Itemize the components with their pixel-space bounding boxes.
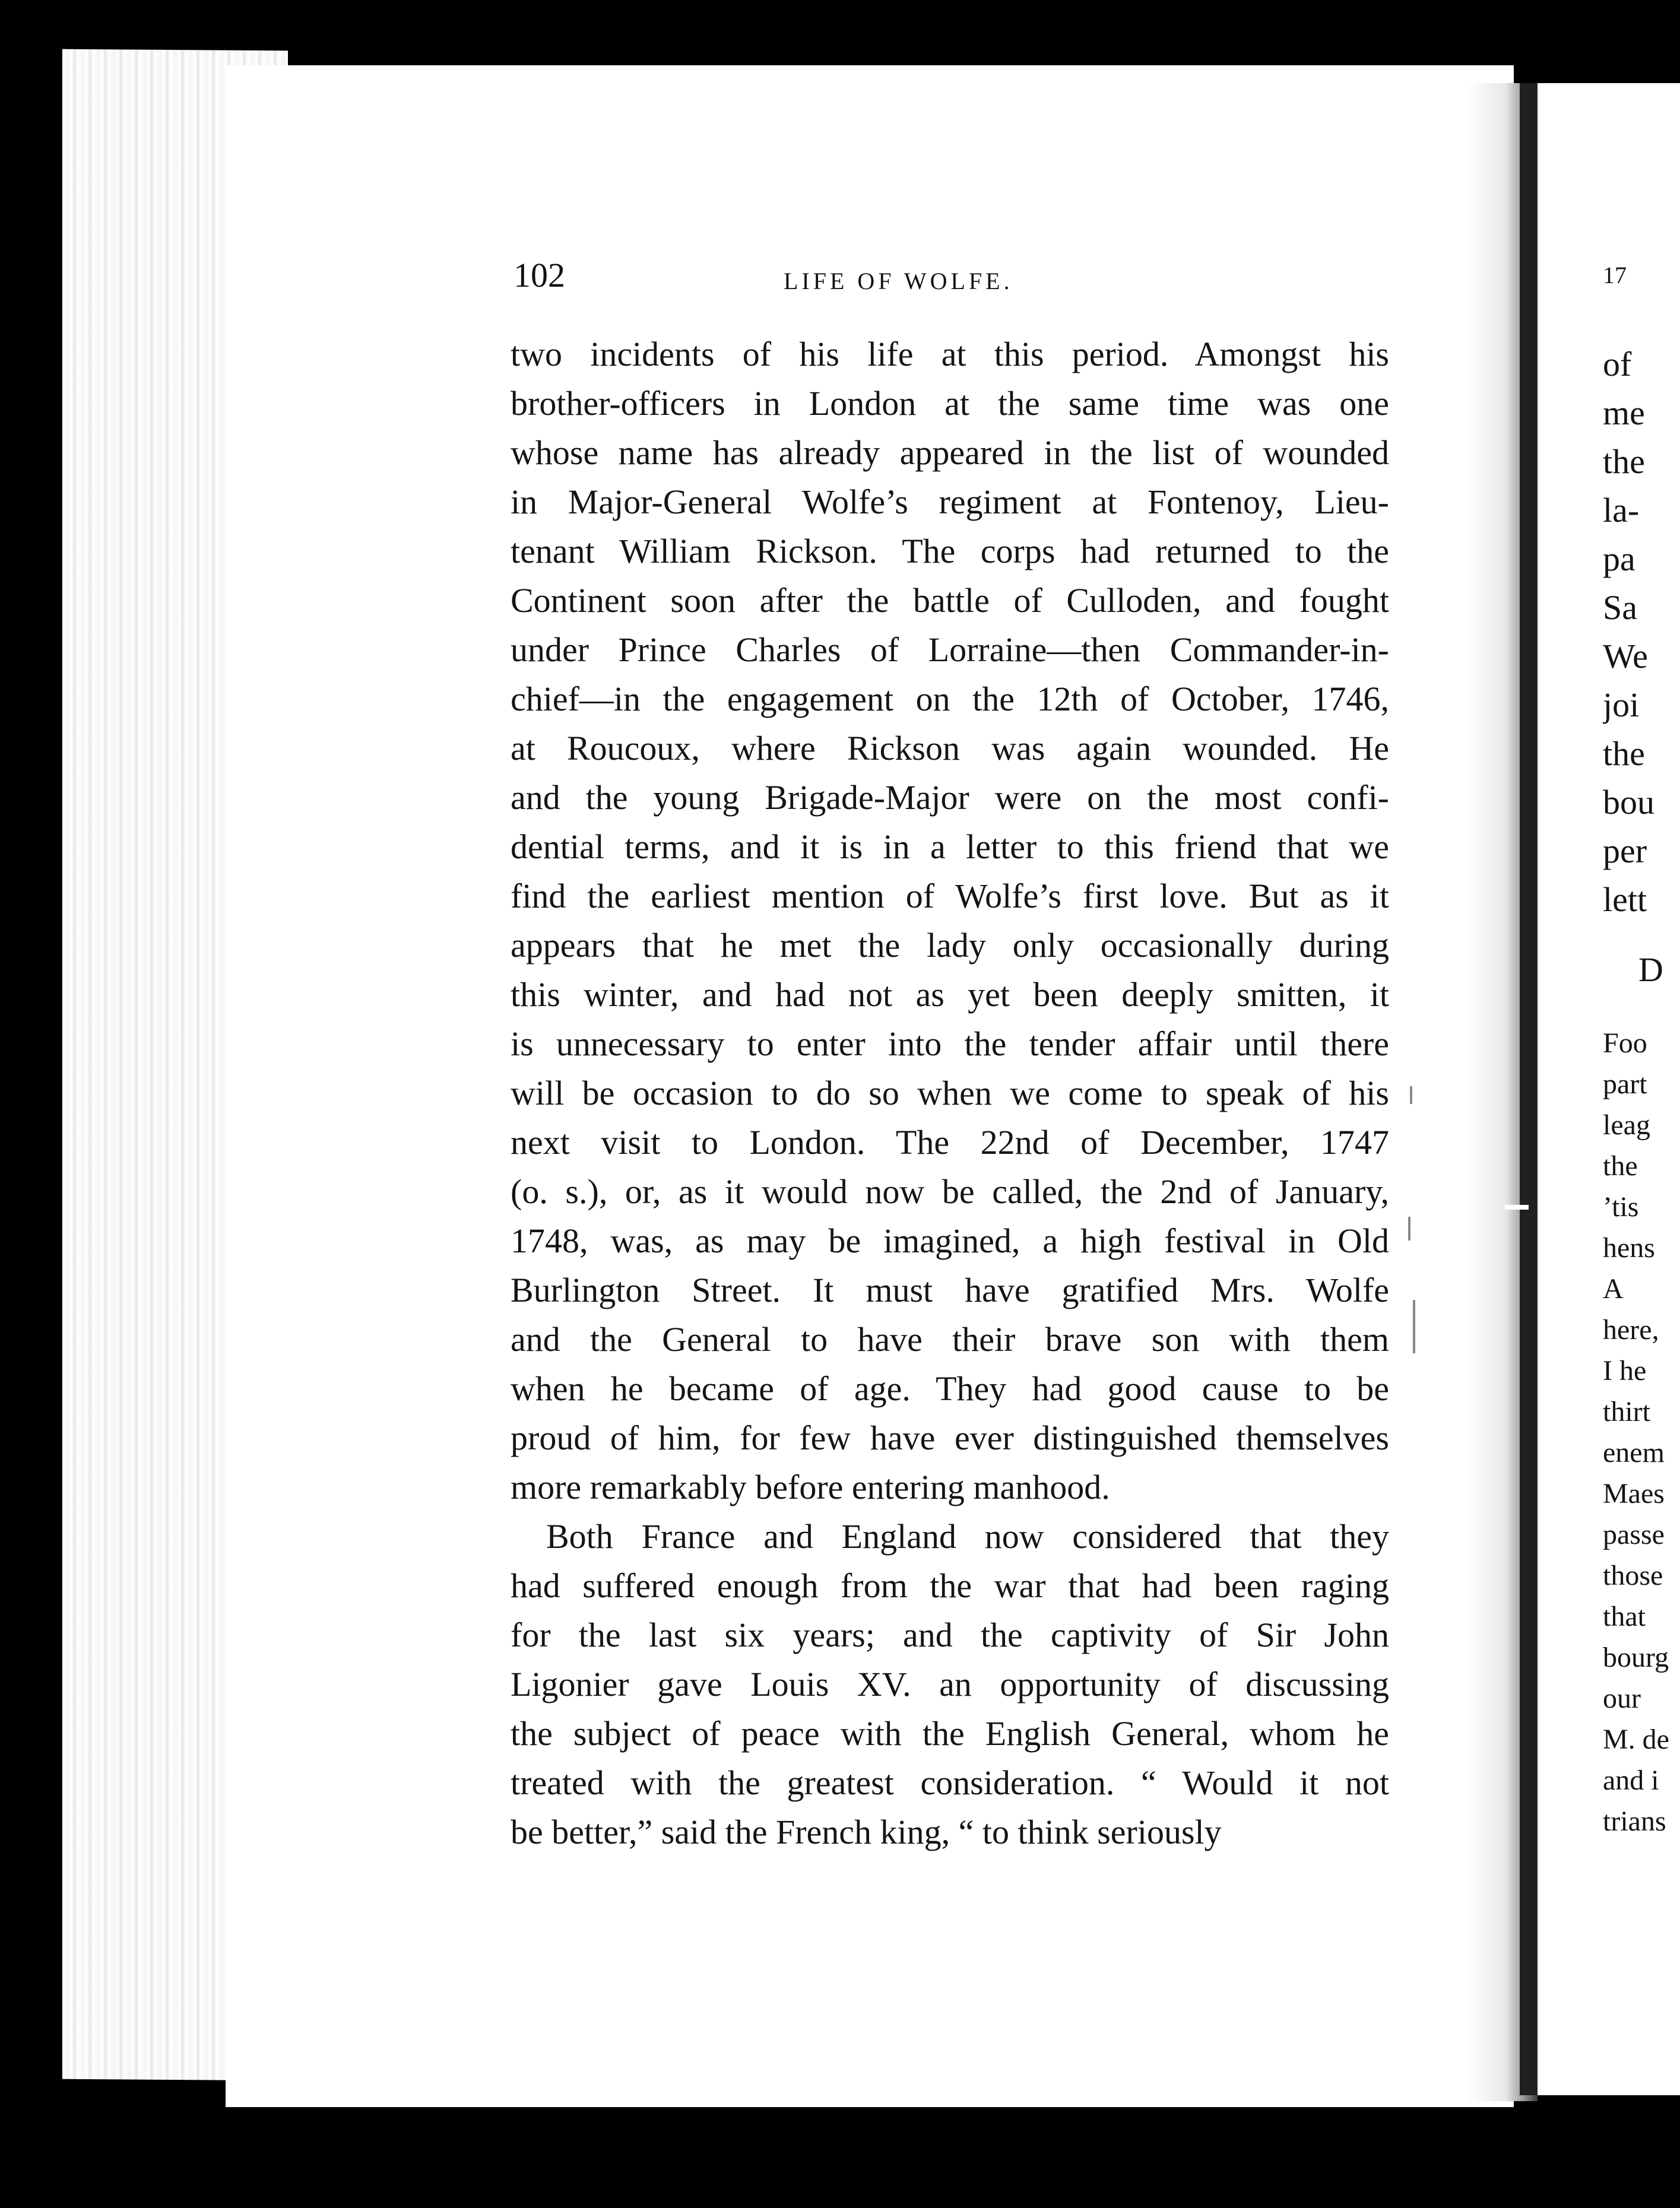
right-page-number-fragment: 17 <box>1603 262 1627 288</box>
right-page-line-fragment: We <box>1603 637 1648 675</box>
right-page-line-fragment: pa <box>1603 540 1635 578</box>
right-page-line-fragment: those <box>1603 1560 1663 1591</box>
text-line: find the earliest mention of Wolfe’s first love. But as it <box>511 877 1389 915</box>
right-page-line-fragment: thirt <box>1603 1396 1650 1427</box>
right-page-line-fragment: Maes <box>1603 1478 1665 1509</box>
text-line: next visit to London. The 22nd of December, 1747 <box>511 1123 1389 1162</box>
right-page-line-fragment: the <box>1603 1150 1638 1182</box>
text-line: and the young Brigade-Major were on the most confi- <box>511 778 1389 817</box>
text-line: at Roucoux, where Rickson was again wounded. He <box>511 729 1389 767</box>
margin-mark <box>1408 1217 1410 1241</box>
right-page-line-fragment: I he <box>1603 1355 1647 1387</box>
text-line: whose name has already appeared in the list of wounded <box>511 433 1389 472</box>
right-page-line-fragment: bou <box>1603 783 1654 821</box>
text-line: more remarkably before entering manhood. <box>511 1468 1110 1506</box>
right-page-line-fragment: ’tis <box>1603 1191 1639 1223</box>
right-page-line-fragment: the <box>1603 734 1645 773</box>
text-line: be better,” said the French king, “ to think seriously <box>511 1813 1222 1851</box>
text-line: chief—in the engagement on the 12th of October, 1746, <box>511 680 1389 718</box>
text-line: under Prince Charles of Lorraine—then Commander-in- <box>511 630 1389 669</box>
right-page-line-fragment: joi <box>1603 686 1640 724</box>
text-line: two incidents of his life at this period. Amongst his <box>511 335 1389 373</box>
text-line: brother-officers in London at the same time was one <box>511 384 1389 423</box>
right-page-line-fragment: trians <box>1603 1806 1666 1837</box>
body-text <box>511 329 1389 1857</box>
right-page-line-fragment: bourg <box>1603 1642 1669 1673</box>
right-page-line-fragment: here, <box>1603 1314 1659 1346</box>
text-line: for the last six years; and the captivity of Sir John <box>511 1616 1389 1654</box>
text-line: Burlington Street. It must have gratified Mrs. Wolfe <box>511 1271 1389 1309</box>
text-line: Ligonier gave Louis XV. an opportunity of discussing <box>511 1665 1389 1703</box>
text-line: will be occasion to do so when we come to speak of his <box>511 1074 1389 1112</box>
text-line: and the General to have their brave son with them <box>511 1320 1389 1359</box>
text-line: appears that he met the lady only occasionally during <box>511 926 1389 965</box>
text-line: had suffered enough from the war that had been raging <box>511 1566 1389 1605</box>
text-line: Continent soon after the battle of Culloden, and fought <box>511 581 1389 620</box>
right-page-line-fragment: that <box>1603 1601 1646 1632</box>
text-line: is unnecessary to enter into the tender affair until there <box>511 1024 1389 1063</box>
right-page-line-fragment: the <box>1603 442 1645 481</box>
right-page-line-fragment: our <box>1603 1683 1641 1714</box>
running-head: LIFE OF WOLFE. <box>784 268 1013 294</box>
right-page-heading-fragment: D <box>1638 950 1663 989</box>
margin-mark <box>1413 1300 1415 1353</box>
text-line: proud of him, for few have ever distinguished themselves <box>511 1419 1389 1457</box>
right-page-line-fragment: and i <box>1603 1765 1659 1796</box>
right-page-line-fragment: lett <box>1603 880 1647 919</box>
text-line: 1748, was, as may be imagined, a high festival in Old <box>511 1222 1389 1260</box>
right-page-line-fragment: la- <box>1603 491 1640 529</box>
right-page-line-fragment: M. de <box>1603 1724 1669 1755</box>
text-line: when he became of age. They had good cause to be <box>511 1369 1389 1408</box>
right-page-line-fragment: me <box>1603 394 1645 432</box>
text-line: in Major-General Wolfe’s regiment at Fontenoy, Lieu- <box>511 483 1389 521</box>
text-line: this winter, and had not as yet been deeply smitten, it <box>511 975 1389 1014</box>
right-page-line-fragment: of <box>1603 345 1632 383</box>
right-page-line-fragment: passe <box>1603 1519 1665 1550</box>
right-page-line-fragment: per <box>1603 832 1647 870</box>
right-page-line-fragment: Sa <box>1603 588 1637 627</box>
margin-mark <box>1410 1086 1412 1104</box>
text-line: treated with the greatest consideration. “ Would it not <box>511 1763 1389 1802</box>
right-page-line-fragment: leag <box>1603 1109 1650 1141</box>
text-line: tenant William Rickson. The corps had returned to the <box>511 532 1389 570</box>
right-page-line-fragment: Foo <box>1603 1027 1647 1059</box>
right-page-text-fragments <box>1603 255 1680 1917</box>
text-line: the subject of peace with the English General, whom he <box>511 1714 1389 1753</box>
right-page-line-fragment: part <box>1603 1068 1647 1100</box>
page-number: 102 <box>513 256 565 294</box>
right-page-line-fragment: hens <box>1603 1232 1655 1264</box>
text-line: Both France and England now considered that they <box>546 1517 1389 1556</box>
right-page-line-fragment: enem <box>1603 1437 1665 1468</box>
text-line: dential terms, and it is in a letter to this friend that we <box>511 827 1389 866</box>
text-line: (o. s.), or, as it would now be called, the 2nd of January, <box>511 1172 1389 1211</box>
page-edge-mark <box>1505 1205 1529 1210</box>
right-page-line-fragment: A <box>1603 1273 1624 1305</box>
